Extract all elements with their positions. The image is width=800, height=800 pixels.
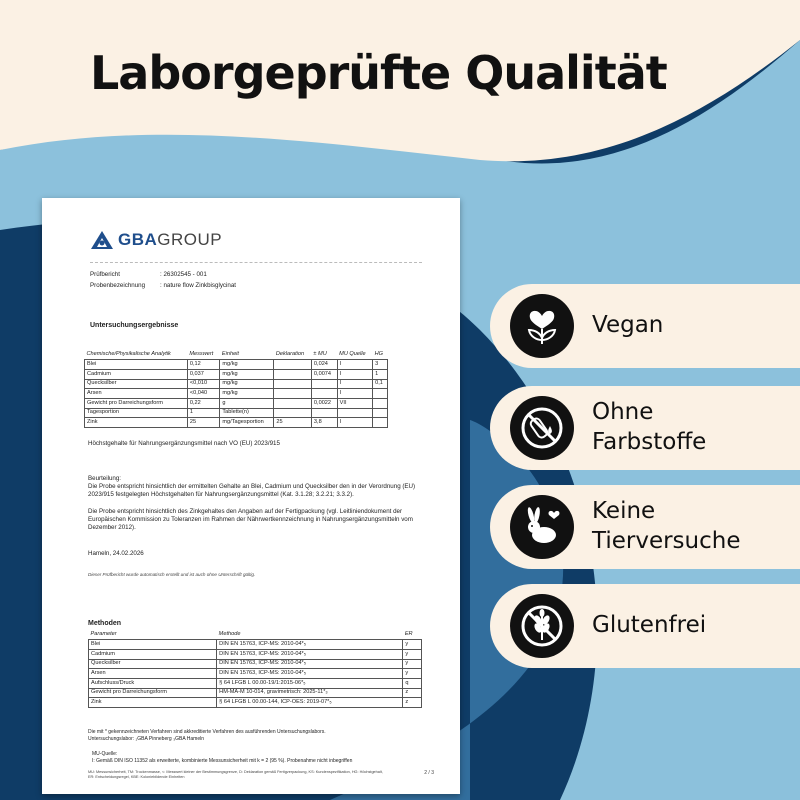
lab-report-document: [42, 198, 460, 794]
meta-label: Probenbezeichnung: [90, 282, 146, 289]
table-cell: § 64 LFGB L 00.00-19/1:2015-06*₅: [217, 678, 403, 688]
table-cell: I: [337, 360, 372, 370]
table-cell: <0,010: [187, 379, 220, 389]
table-cell: HM-MA-M 10-014, gravimetrisch: 2025-11*₃: [217, 688, 403, 698]
table-row: [89, 669, 422, 679]
badge-no-animal-testing: [490, 485, 800, 569]
mu-text: I: Gemäß DIN ISO 11352 als erweiterte, kombinierte Messunsicherheit mit k = 2 (95 %). Probenahme nicht inbegriffen: [92, 758, 353, 764]
table-row: [85, 389, 388, 399]
table-header-cell: Chemische/Physikalische Analytik: [85, 350, 188, 360]
table-cell: y: [403, 640, 422, 650]
table-cell: Blei: [85, 360, 188, 370]
mu-title: MU-Quelle:: [92, 751, 118, 757]
table-cell: [274, 360, 312, 370]
meta-row: [90, 271, 236, 282]
table-cell: VII: [337, 398, 372, 408]
table-cell: 0,037: [187, 369, 220, 379]
table-cell: q: [403, 678, 422, 688]
table-cell: 3: [373, 360, 388, 370]
badge-label: Vegan: [592, 312, 664, 339]
table-cell: z: [403, 688, 422, 698]
table-row: [89, 640, 422, 650]
table-header-cell: MU Quelle: [337, 350, 372, 360]
table-cell: [373, 408, 388, 418]
table-cell: [274, 398, 312, 408]
badge-label: Glutenfrei: [592, 612, 707, 639]
no-dyes-icon: [510, 396, 574, 460]
table-cell: 3,8: [311, 418, 337, 428]
table-row: [85, 398, 388, 408]
no-animal-testing-rabbit-icon: [510, 495, 574, 559]
table-header-cell: Methode: [217, 630, 403, 640]
assessment-title: Beurteilung:: [88, 475, 122, 482]
headline: Laborgeprüfte Qualität: [90, 46, 667, 100]
badge-no-dyes: [490, 386, 800, 470]
table-cell: y: [403, 669, 422, 679]
table-cell: Tablette(n): [220, 408, 274, 418]
table-cell: DIN EN 15763, ICP-MS: 2010-04*₅: [217, 640, 403, 650]
table-cell: [274, 379, 312, 389]
table-cell: [311, 408, 337, 418]
table-cell: 0,0074: [311, 369, 337, 379]
table-row: [89, 698, 422, 708]
table-cell: [274, 369, 312, 379]
table-cell: [274, 389, 312, 399]
table-cell: 0,0022: [311, 398, 337, 408]
footer-line-2: ER: Entscheidungsregel, KBE: Koloniebildende Einheiten: [88, 775, 185, 780]
assessment-paragraph-1: Die Probe entspricht hinsichtlich der ermittelten Gehalte an Blei, Cadmium und Quecksilber den in der Verordnung (EU) 2023/915 festgelegten Höchstgehalten für Nahrungsergänzungsmittel (Kat. 3.1.28; 3.2.21; 3.3.2).: [88, 483, 416, 499]
table-cell: 0,024: [311, 360, 337, 370]
meta-value: : nature flow Zinkbisglycinat: [160, 282, 237, 289]
table-cell: mg/kg: [220, 389, 274, 399]
table-header-cell: HG: [373, 350, 388, 360]
table-cell: 25: [187, 418, 220, 428]
table-cell: [373, 398, 388, 408]
table-cell: I: [337, 369, 372, 379]
table-cell: Blei: [89, 640, 217, 650]
place-date: Hameln, 24.02.2026: [88, 550, 144, 557]
table-cell: DIN EN 15763, ICP-MS: 2010-04*₅: [217, 649, 403, 659]
table-row: [85, 360, 388, 370]
table-cell: DIN EN 15763, ICP-MS: 2010-04*₅: [217, 669, 403, 679]
table-cell: Aufschluss/Druck: [89, 678, 217, 688]
table-row: [89, 688, 422, 698]
header-divider: [90, 262, 422, 263]
table-cell: 0,1: [373, 379, 388, 389]
logo-gba: GBA: [118, 230, 158, 249]
table-cell: <0,040: [187, 389, 220, 399]
table-header-cell: Einheit: [220, 350, 274, 360]
table-cell: mg/kg: [220, 360, 274, 370]
table-row: [85, 379, 388, 389]
table-cell: [373, 389, 388, 399]
table-header-cell: Parameter: [89, 630, 217, 640]
auto-generated-note: Dieser Prüfbericht wurde automatisch erstellt und ist auch ohne Unterschrift gültig.: [88, 572, 256, 577]
table-row: [89, 678, 422, 688]
gba-logo: [90, 229, 222, 251]
table-cell: Gewicht pro Darreichungsform: [85, 398, 188, 408]
table-cell: I: [337, 418, 372, 428]
badge-vegan: [490, 284, 800, 368]
meta-row: [90, 282, 236, 293]
hg-note: Höchstgehalte für Nahrungsergänzungsmittel nach VO (EU) 2023/915: [88, 440, 280, 447]
methods-table: [88, 630, 422, 708]
table-row: [89, 649, 422, 659]
table-cell: I: [337, 389, 372, 399]
table-cell: Quecksilber: [85, 379, 188, 389]
table-cell: 0,12: [187, 360, 220, 370]
labs-note: Untersuchungslabor: ₁GBA Pinneberg ₃GBA Hameln: [88, 736, 205, 742]
table-cell: 0,22: [187, 398, 220, 408]
meta-value: : 26302545 - 001: [160, 271, 207, 278]
table-cell: § 64 LFGB L 00.00-144, ICP-OES: 2019-07*₅: [217, 698, 403, 708]
table-cell: Gewicht pro Darreichungsform: [89, 688, 217, 698]
table-cell: Quecksilber: [89, 659, 217, 669]
table-cell: mg/kg: [220, 379, 274, 389]
methods-title: Methoden: [88, 620, 122, 627]
footer-line-1: MU: Messunsicherheit, TM: Trockenmasse, <: Messwert kleiner der Bestimmungsgrenze, D: Deklaration gemäß Fertigverpackung, KS: Kundenspezifikation, HG: Höchstgehalt,: [88, 770, 383, 774]
table-cell: Zink: [85, 418, 188, 428]
table-cell: [373, 418, 388, 428]
table-cell: y: [403, 659, 422, 669]
table-cell: g: [220, 398, 274, 408]
meta-label: Prüfbericht: [90, 271, 120, 278]
report-meta: [90, 271, 236, 293]
table-row: [85, 408, 388, 418]
table-cell: DIN EN 15763, ICP-MS: 2010-04*₅: [217, 659, 403, 669]
table-cell: [337, 408, 372, 418]
table-cell: Tagesportion: [85, 408, 188, 418]
table-cell: Arsen: [85, 389, 188, 399]
page-number: 2 / 3: [424, 770, 434, 776]
table-header-cell: ER: [403, 630, 422, 640]
gba-logo-icon: [90, 230, 114, 250]
section-title: Untersuchungsergebnisse: [90, 322, 179, 329]
badge-label: Keine Tierversuche: [592, 498, 741, 554]
table-cell: [274, 408, 312, 418]
results-table: [84, 350, 388, 428]
table-header-cell: ± MU: [311, 350, 337, 360]
table-cell: I: [337, 379, 372, 389]
footer-legend: [88, 770, 408, 781]
table-row: [85, 369, 388, 379]
badge-label: Ohne Farbstoffe: [592, 399, 707, 455]
table-cell: mg/kg: [220, 369, 274, 379]
table-cell: [311, 379, 337, 389]
table-cell: Cadmium: [89, 649, 217, 659]
table-cell: [311, 389, 337, 399]
table-cell: y: [403, 649, 422, 659]
table-header-cell: Messwert: [187, 350, 220, 360]
table-cell: 1: [187, 408, 220, 418]
table-header-cell: Deklaration: [274, 350, 312, 360]
table-cell: 1: [373, 369, 388, 379]
logo-group: GROUP: [157, 230, 223, 249]
table-cell: Cadmium: [85, 369, 188, 379]
assessment-paragraph-2: Die Probe entspricht hinsichtlich des Zinkgehaltes den Angaben auf der Fertigpackung (vgl. Leitliniendokument der Europäischen Kommission zu Toleranzen im Rahmen der Nährwertkennzeichnung in Nahrungsergänzungsmitteln vom Dezember 2012).: [88, 508, 413, 532]
table-row: [89, 659, 422, 669]
table-cell: Arsen: [89, 669, 217, 679]
table-cell: 25: [274, 418, 312, 428]
accreditation-note: Die mit * gekennzeichneten Verfahren sind akkreditierte Verfahren des ausführenden Untersuchungslabors.: [88, 729, 326, 735]
table-row: [85, 418, 388, 428]
vegan-heart-leaf-icon: [510, 294, 574, 358]
table-cell: Zink: [89, 698, 217, 708]
badge-gluten-free: [490, 584, 800, 668]
table-cell: z: [403, 698, 422, 708]
gluten-free-icon: [510, 594, 574, 658]
table-cell: mg/Tagesportion: [220, 418, 274, 428]
